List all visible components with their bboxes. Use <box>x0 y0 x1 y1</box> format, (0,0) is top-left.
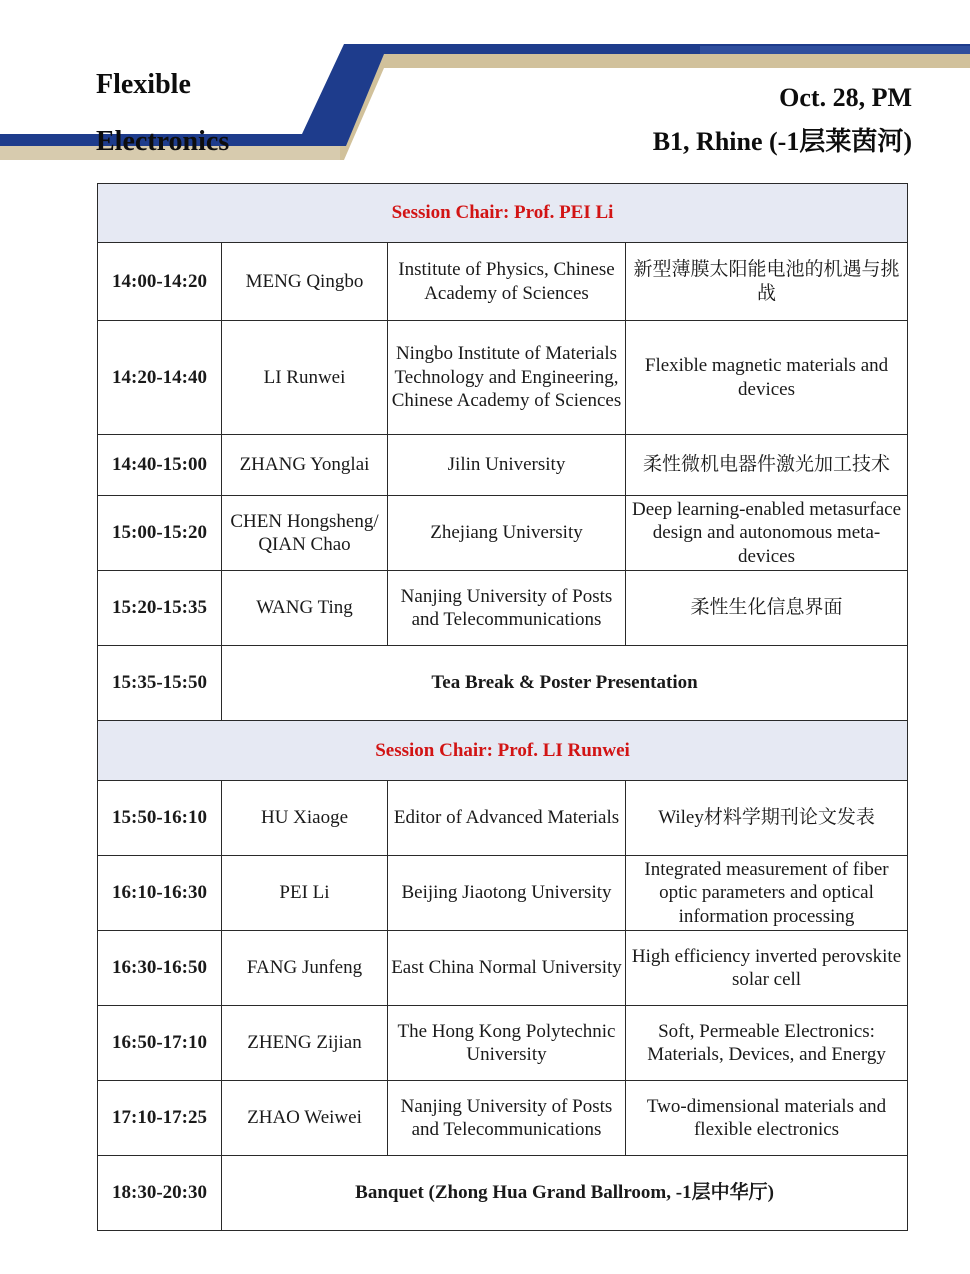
banquet-time: 18:30-20:30 <box>98 1156 222 1231</box>
talk-speaker: LI Runwei <box>222 321 388 435</box>
talk-affiliation: Jilin University <box>388 435 626 496</box>
session-chair-row <box>98 184 908 243</box>
session-chair-row <box>98 721 908 781</box>
talk-affiliation: Institute of Physics, Chinese Academy of Sciences <box>388 243 626 321</box>
session-location: B1, Rhine (-1层莱茵河) <box>652 127 912 156</box>
talk-time: 15:00-15:20 <box>98 496 222 571</box>
talk-time: 16:50-17:10 <box>98 1006 222 1081</box>
banquet-label: Banquet (Zhong Hua Grand Ballroom, -1层中华厅) <box>222 1156 908 1231</box>
break-label: Tea Break & Poster Presentation <box>222 646 908 721</box>
talk-affiliation: Nanjing University of Posts and Telecommunications <box>388 1081 626 1156</box>
title-line-2: Electronics <box>96 126 230 157</box>
talk-title: Integrated measurement of fiber optic parameters and optical information processing <box>626 856 908 931</box>
talk-title: Soft, Permeable Electronics: Materials, Devices, and Energy <box>626 1006 908 1081</box>
table-row <box>98 856 908 931</box>
header-banner <box>0 0 970 165</box>
talk-time: 14:20-14:40 <box>98 321 222 435</box>
talk-time: 17:10-17:25 <box>98 1081 222 1156</box>
talk-title: Deep learning-enabled metasurface design and autonomous meta-devices <box>626 496 908 571</box>
talk-affiliation: Beijing Jiaotong University <box>388 856 626 931</box>
talk-speaker: PEI Li <box>222 856 388 931</box>
talk-time: 14:00-14:20 <box>98 243 222 321</box>
talk-affiliation: The Hong Kong Polytechnic University <box>388 1006 626 1081</box>
table-row <box>98 931 908 1006</box>
talk-speaker: FANG Junfeng <box>222 931 388 1006</box>
page-title <box>96 56 229 170</box>
talk-time: 15:20-15:35 <box>98 571 222 646</box>
break-row <box>98 646 908 721</box>
session-date: Oct. 28, PM <box>779 83 912 112</box>
table-row <box>98 781 908 856</box>
table-row <box>98 321 908 435</box>
talk-title: 柔性生化信息界面 <box>626 571 908 646</box>
table-row <box>98 243 908 321</box>
table-row <box>98 435 908 496</box>
talk-speaker: CHEN Hongsheng/ QIAN Chao <box>222 496 388 571</box>
talk-speaker: ZHANG Yonglai <box>222 435 388 496</box>
talk-title: Wiley材料学期刊论文发表 <box>626 781 908 856</box>
talk-time: 14:40-15:00 <box>98 435 222 496</box>
session-meta <box>653 76 912 164</box>
talk-speaker: ZHAO Weiwei <box>222 1081 388 1156</box>
session-chair-label: Session Chair: Prof. PEI Li <box>98 184 908 243</box>
talk-speaker: MENG Qingbo <box>222 243 388 321</box>
talk-affiliation: Ningbo Institute of Materials Technology and Engineering, Chinese Academy of Sciences <box>388 321 626 435</box>
talk-time: 15:50-16:10 <box>98 781 222 856</box>
talk-title: 新型薄膜太阳能电池的机遇与挑战 <box>626 243 908 321</box>
banquet-row <box>98 1156 908 1231</box>
title-line-1: Flexible <box>96 69 191 100</box>
talk-affiliation: Zhejiang University <box>388 496 626 571</box>
talk-title: High efficiency inverted perovskite solar cell <box>626 931 908 1006</box>
talk-time: 16:10-16:30 <box>98 856 222 931</box>
talk-speaker: ZHENG Zijian <box>222 1006 388 1081</box>
talk-speaker: HU Xiaoge <box>222 781 388 856</box>
talk-time: 16:30-16:50 <box>98 931 222 1006</box>
table-row <box>98 571 908 646</box>
table-row <box>98 1006 908 1081</box>
talk-title: 柔性微机电器件激光加工技术 <box>626 435 908 496</box>
table-row <box>98 496 908 571</box>
talk-title: Flexible magnetic materials and devices <box>626 321 908 435</box>
break-time: 15:35-15:50 <box>98 646 222 721</box>
schedule-table <box>97 183 908 1231</box>
talk-title: Two-dimensional materials and flexible electronics <box>626 1081 908 1156</box>
talk-speaker: WANG Ting <box>222 571 388 646</box>
talk-affiliation: East China Normal University <box>388 931 626 1006</box>
session-chair-label: Session Chair: Prof. LI Runwei <box>98 721 908 781</box>
talk-affiliation: Editor of Advanced Materials <box>388 781 626 856</box>
table-row <box>98 1081 908 1156</box>
talk-affiliation: Nanjing University of Posts and Telecommunications <box>388 571 626 646</box>
